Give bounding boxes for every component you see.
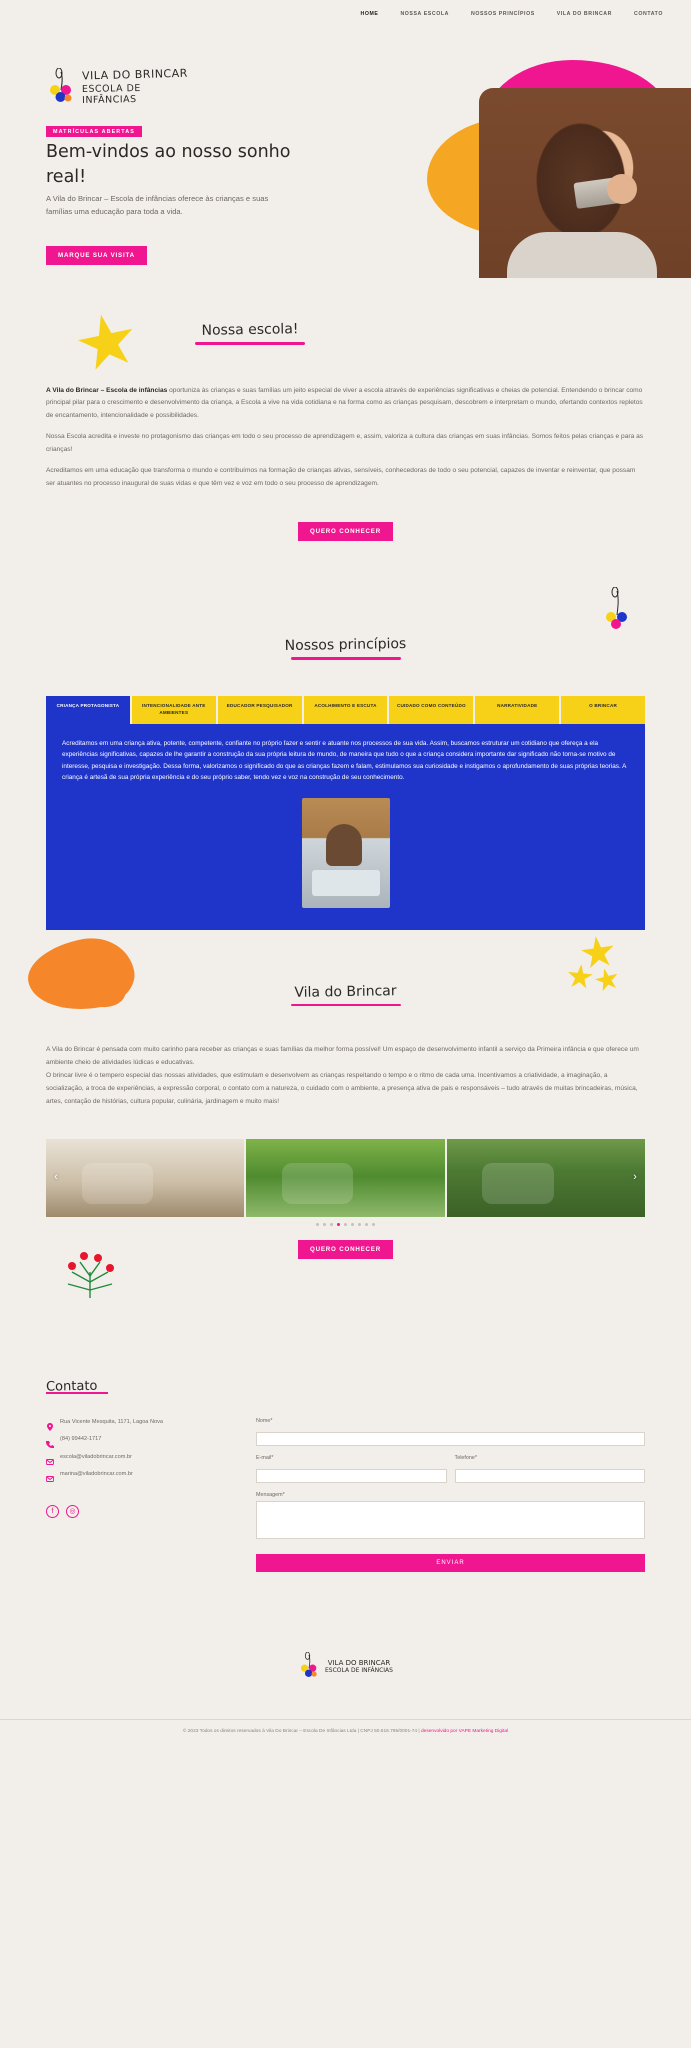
footer-logo-line-2: ESCOLA DE INFÂNCIAS bbox=[325, 1666, 393, 1674]
contato-title: Contato bbox=[45, 1378, 98, 1395]
contact-email-text-2: marina@viladobrincar.com.br bbox=[60, 1471, 133, 1478]
name-field[interactable] bbox=[256, 1432, 645, 1446]
child-photo-body bbox=[507, 232, 657, 278]
hero-title: Bem-vindos ao nosso sonho real! bbox=[46, 142, 291, 187]
contact-info-list bbox=[46, 1418, 216, 1572]
footer-credit-link[interactable]: desenvolvido por VAPE Marketing Digital bbox=[421, 1729, 509, 1735]
tab-cuidado-conteudo[interactable]: CUIDADO COMO CONTEÚDO bbox=[389, 696, 473, 724]
footer-copyright-bar bbox=[0, 1719, 691, 1743]
mail-icon bbox=[46, 1470, 54, 1478]
child-photo bbox=[479, 88, 691, 278]
nav-item-vila-do-brincar[interactable]: VILA DO BRINCAR bbox=[556, 11, 613, 17]
logo-line-1: VILA DO BRINCAR bbox=[81, 66, 188, 83]
contact-email-row-2[interactable] bbox=[46, 1470, 216, 1478]
tab-acolhimento-escuta[interactable]: ACOLHIMENTO E ESCUTA bbox=[304, 696, 388, 724]
social-links bbox=[46, 1505, 216, 1518]
mail-icon bbox=[46, 1453, 54, 1461]
hero-paragraph: A Vila do Brincar – Escola de infâncias oferece às crianças e suas famílias uma educação para toda a vida. bbox=[46, 194, 269, 217]
nav-item-contato[interactable]: CONTATO bbox=[634, 11, 663, 17]
footer-logo-line-1: VILA DO BRINCAR bbox=[327, 1658, 391, 1667]
quero-conhecer-button-escola[interactable]: QUERO CONHECER bbox=[298, 522, 393, 541]
nossos-principios-section bbox=[0, 581, 691, 929]
nav-item-nossos-principios[interactable]: NOSSOS PRINCÍPIOS bbox=[470, 11, 535, 17]
nossa-escola-title: Nossa escola! bbox=[201, 321, 299, 339]
contact-email-text-1: escola@viladobrincar.com.br bbox=[60, 1453, 132, 1460]
contact-phone-row[interactable] bbox=[46, 1435, 216, 1443]
carousel-slide-2 bbox=[246, 1139, 444, 1217]
email-label: E-mail* bbox=[256, 1455, 274, 1462]
name-label: Nome* bbox=[256, 1418, 273, 1425]
flower-doodle-icon bbox=[54, 1242, 126, 1302]
contact-phone-text: (84) 99442-1717 bbox=[60, 1436, 102, 1443]
message-label: Mensagem* bbox=[256, 1492, 285, 1499]
tab-educador-pesquisador[interactable]: EDUCADOR PESQUISADOR bbox=[218, 696, 302, 724]
principios-title: Nossos princípios bbox=[284, 636, 407, 655]
phone-label: Telefone* bbox=[454, 1455, 477, 1462]
principios-underline bbox=[291, 657, 401, 660]
logo-flower-icon bbox=[46, 68, 76, 106]
footer-copyright-text: © 2023 Todos os direitos reservados à Vila Do Brincar – Escola De Infâncias Ltda | CNPJ 50.616.795/0001-74 | bbox=[182, 1729, 421, 1735]
photo-carousel[interactable] bbox=[46, 1139, 645, 1217]
contact-email-row-1[interactable] bbox=[46, 1453, 216, 1461]
quero-conhecer-button-vila[interactable]: QUERO CONHECER bbox=[298, 1240, 393, 1259]
facebook-icon[interactable]: f bbox=[46, 1505, 59, 1518]
instagram-icon[interactable]: ◎ bbox=[66, 1505, 79, 1518]
principios-panel-text: Acreditamos em uma criança ativa, potente, competente, confiante no próprio fazer e sentir e atuante nos processos de sua vida. Assim, buscamos estruturar um cotidiano que ofereça a ela experiências significativas, capazes de lhe garantir a construção da sua própria leitura de mundo, de maneira que tudo o que a criança considera importante dar significado não torna-se motivo de interesse, pesquisa e investigação. Dessa forma, valorizamos o significado do que as crianças fazem e falam, estimulamos sua curiosidade e instigamos o aprofundamento de suas próprias teorias. A criança é artesã de sua própria experiência e do seu próprio saber, tendo vez e voz na construção de seu conhecimento. bbox=[62, 739, 627, 782]
logo-mark-icon bbox=[46, 68, 76, 106]
carousel-slide-3 bbox=[447, 1139, 645, 1217]
top-navigation bbox=[0, 0, 691, 28]
nav-item-home[interactable]: HOME bbox=[360, 11, 379, 17]
tab-o-brincar[interactable]: O BRINCAR bbox=[561, 696, 645, 724]
nossa-escola-copy bbox=[46, 385, 645, 491]
nossa-escola-section bbox=[0, 278, 691, 581]
nossa-escola-heading-wrap bbox=[120, 322, 380, 345]
yellow-star-icon-2 bbox=[579, 934, 617, 972]
principios-tabs bbox=[46, 696, 645, 724]
tab-crianca-protagonista[interactable]: CRIANÇA PROTAGONISTA bbox=[46, 696, 130, 724]
panel-photo-tray bbox=[312, 870, 380, 896]
butterfly-doodle-icon bbox=[599, 587, 635, 633]
vila-copy bbox=[46, 1044, 645, 1108]
schedule-visit-button[interactable]: MARQUE SUA VISITA bbox=[46, 246, 147, 265]
tab-intencionalidade[interactable]: INTENCIONALIDADE ANTE AMBIENTES bbox=[132, 696, 216, 724]
email-field[interactable] bbox=[256, 1469, 447, 1483]
vila-underline bbox=[291, 1004, 401, 1007]
contato-section bbox=[0, 1296, 691, 1603]
contact-address-text: Rua Vicente Mesquita, 1171, Lagoa Nova bbox=[60, 1419, 164, 1426]
site-logo[interactable] bbox=[46, 68, 196, 106]
message-field[interactable] bbox=[256, 1501, 645, 1539]
contact-form bbox=[256, 1418, 645, 1572]
escola-paragraph-3: Acreditamos em uma educação que transforma o mundo e contribuímos na formação de crianças ativas, sensíveis, conhecedoras de todo o seu potencial, capazes de inventar e reinventar, que possam ser atuantes no processo inaugural de suas vidas e que têm vez e voz em todo o seu processo de aprendizagem. bbox=[46, 466, 636, 487]
footer-logo[interactable] bbox=[298, 1652, 393, 1680]
carousel-next-icon[interactable]: › bbox=[633, 1170, 637, 1183]
phone-field[interactable] bbox=[455, 1469, 646, 1483]
submit-button[interactable]: ENVIAR bbox=[256, 1554, 645, 1572]
panel-photo-child bbox=[326, 824, 362, 866]
child-hand bbox=[607, 174, 637, 204]
contact-address-row bbox=[46, 1418, 216, 1426]
vila-paragraph-2: O brincar livre é o tempero especial das nossas atividades, que estimulam e desenvolvem as crianças respeitando o tempo e o ritmo de cada uma. Incentivamos a criatividade, a imaginação, a socialização, a troca de experiências, a expressão corporal, o contato com a natureza, o cuidado com o ambiente, a presença ativa de pais e responsáveis – tudo através de muitas brincadeiras, música, artes, contação de histórias, cultura popular, culinária, jardinagem e muito mais! bbox=[46, 1072, 638, 1105]
location-pin-icon bbox=[46, 1418, 54, 1426]
footer bbox=[0, 1602, 691, 1743]
vila-do-brincar-section bbox=[0, 930, 691, 1296]
hero-section bbox=[0, 28, 691, 278]
principios-panel-photo bbox=[302, 798, 390, 908]
carousel-slide-1 bbox=[46, 1139, 244, 1217]
logo-line-2: ESCOLA DE INFÂNCIAS bbox=[81, 82, 141, 106]
carousel-prev-icon[interactable]: ‹ bbox=[54, 1170, 58, 1183]
escola-p1-rest: oportuniza às crianças e suas famílias um jeito especial de viver a escola através de experiências significativas e cheias de potencial. Entendendo o brincar como principal pilar para o crescimento e desenvolvimento da criança, a Escola a vive na vida cotidiana e na forma como as crianças pesquisam, descobrem e interpretam o mundo, ofertando contextos repletos de encantamento, intencionalidade e possibilidades. bbox=[46, 386, 643, 420]
vila-paragraph-1: A Vila do Brincar é pensada com muito carinho para receber as crianças e suas famílias da melhor forma possível! Um espaço de desenvolvimento infantil a serviço da Primeira infância e que oferece um ambiente cheio de atividades lúdicas e educativas. bbox=[46, 1046, 639, 1067]
escola-paragraph-1 bbox=[46, 385, 645, 424]
principios-tab-panel bbox=[46, 724, 645, 930]
hero-illustration bbox=[421, 60, 691, 278]
nav-item-nossa-escola[interactable]: NOSSA ESCOLA bbox=[400, 11, 449, 17]
title-underline bbox=[195, 342, 305, 345]
vila-title: Vila do Brincar bbox=[294, 982, 397, 1001]
enrollment-badge: MATRÍCULAS ABERTAS bbox=[46, 126, 142, 137]
phone-icon bbox=[46, 1435, 54, 1443]
footer-logo-flower-icon bbox=[298, 1652, 320, 1680]
tab-narratividade[interactable]: NARRATIVIDADE bbox=[475, 696, 559, 724]
escola-paragraph-2: Nossa Escola acredita e investe no protagonismo das crianças em todo o seu processo de aprendizagem e, assim, valoriza a cultura das crianças em suas infâncias. Somos feitos pelas crianças e para as crianças! bbox=[46, 433, 644, 453]
escola-strong: A Vila do Brincar – Escola de infâncias bbox=[46, 386, 168, 394]
